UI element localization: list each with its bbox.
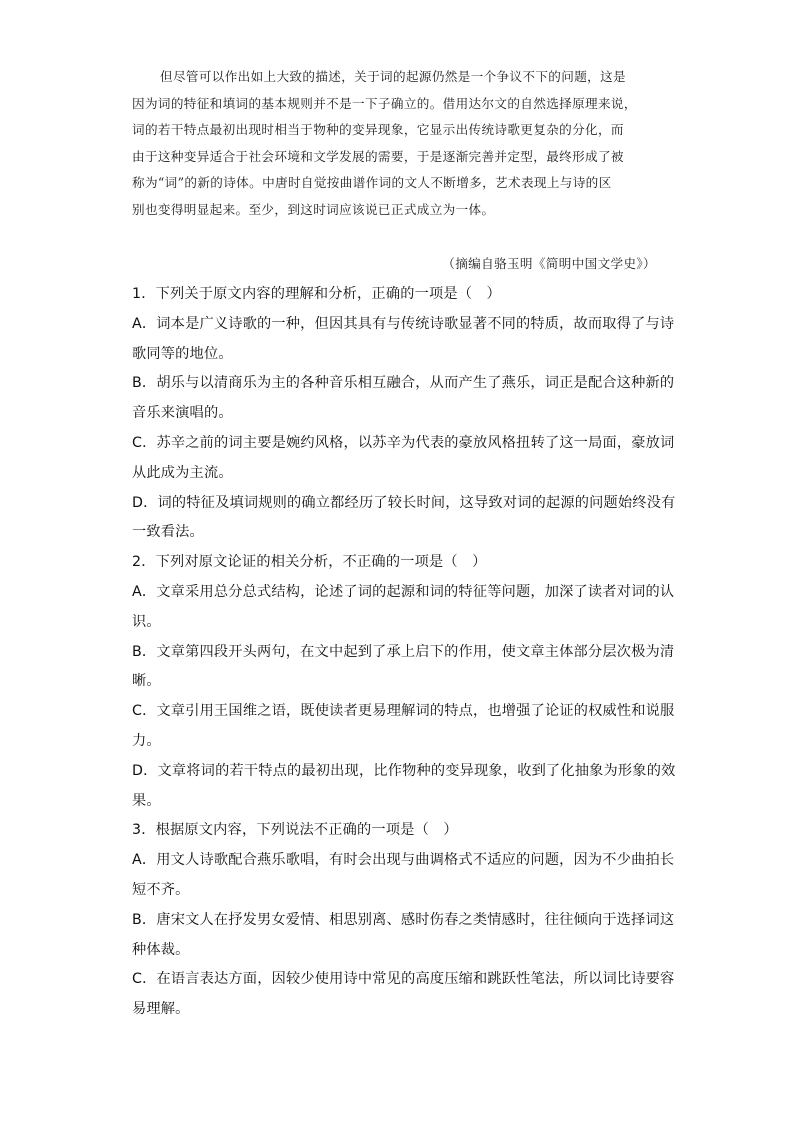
question-2-option-c: C．文章引用王国维之语，既使读者更易理解词的特点，也增强了论证的权威性和说服 bbox=[132, 703, 675, 720]
passage-line: 由于这种变异适合于社会环境和文学发展的需要，于是逐渐完善并定型，最终形成了被 bbox=[132, 148, 624, 164]
question-1-stem: 1．下列关于原文内容的理解和分析，正确的一项是（ ） bbox=[132, 286, 501, 302]
question-3-stem: 3．根据原文内容，下列说法不正确的一项是（ ） bbox=[132, 822, 458, 839]
question-1-option-a: A．词本是广义诗歌的一种，但因其具有与传统诗歌显著不同的特质，故而取得了与诗 bbox=[132, 315, 675, 332]
question-2-option-c-cont: 力。 bbox=[132, 732, 161, 749]
question-2-option-b: B．文章第四段开头两句，在文中起到了承上启下的作用，使文章主体部分层次极为清 bbox=[132, 643, 675, 660]
question-1-option-c: C．苏辛之前的词主要是婉约风格，以苏辛为代表的豪放风格扭转了这一局面，豪放词 bbox=[132, 434, 675, 451]
question-3-option-b-cont: 种体裁。 bbox=[132, 941, 190, 958]
question-1-option-c-cont: 从此成为主流。 bbox=[132, 464, 233, 481]
passage-line: 别也变得明显起来。至少，到这时词应该说已正式成立为一体。 bbox=[132, 201, 495, 217]
question-2-option-a: A．文章采用总分总式结构，论述了词的起源和词的特征等问题，加深了读者对词的认 bbox=[132, 583, 675, 600]
question-3-option-c: C．在语言表达方面，因较少使用诗中常见的高度压缩和跳跃性笔法，所以词比诗要容 bbox=[132, 971, 675, 988]
passage-line: 但尽管可以作出如上大致的描述，关于词的起源仍然是一个争议不下的问题，这是 bbox=[160, 69, 626, 84]
passage-excerpt bbox=[132, 64, 680, 224]
question-3-option-b: B．唐宋文人在抒发男女爱情、相思别离、感时伤春之类情感时，往往倾向于选择词这 bbox=[132, 911, 675, 928]
question-1-option-d-cont: 一致看法。 bbox=[132, 524, 204, 541]
passage-source-citation: （摘编自骆玉明《简明中国文学史》） bbox=[442, 256, 656, 271]
passage-line: 词的若干特点最初出现时相当于物种的变异现象，它显示出传统诗歌更复杂的分化，而 bbox=[132, 122, 624, 138]
question-2-option-b-cont: 晰。 bbox=[132, 673, 161, 690]
question-1-option-b: B．胡乐与以清商乐为主的各种音乐相互融合，从而产生了燕乐，词正是配合这种新的 bbox=[132, 375, 675, 392]
question-2-option-d-cont: 果。 bbox=[132, 792, 161, 809]
question-3-option-a-cont: 短不齐。 bbox=[132, 881, 190, 898]
passage-line: 因为词的特征和填词的基本规则并不是一下子确立的。借用达尔文的自然选择原理来说， bbox=[132, 95, 637, 111]
question-1-option-d: D．词的特征及填词规则的确立都经历了较长时间，这导致对词的起源的问题始终没有 bbox=[132, 494, 676, 511]
question-1-option-a-cont: 歌同等的地位。 bbox=[132, 345, 233, 362]
question-list bbox=[132, 280, 680, 1025]
question-2-option-d: D．文章将词的若干特点的最初出现，比作物种的变异现象，收到了化抽象为形象的效 bbox=[132, 762, 676, 779]
question-2-option-a-cont: 识。 bbox=[132, 613, 161, 630]
question-1-option-b-cont: 音乐来演唱的。 bbox=[132, 405, 233, 422]
passage-line: 称为“词”的新的诗体。中唐时自觉按曲谱作词的文人不断增多，艺术表现上与诗的区 bbox=[132, 175, 612, 191]
question-3-option-a: A．用文人诗歌配合燕乐歌唱，有时会出现与曲调格式不适应的问题，因为不少曲拍长 bbox=[132, 852, 675, 869]
question-3-option-c-cont: 易理解。 bbox=[132, 1001, 190, 1018]
question-2-stem: 2．下列对原文论证的相关分析，不正确的一项是（ ） bbox=[132, 554, 487, 571]
